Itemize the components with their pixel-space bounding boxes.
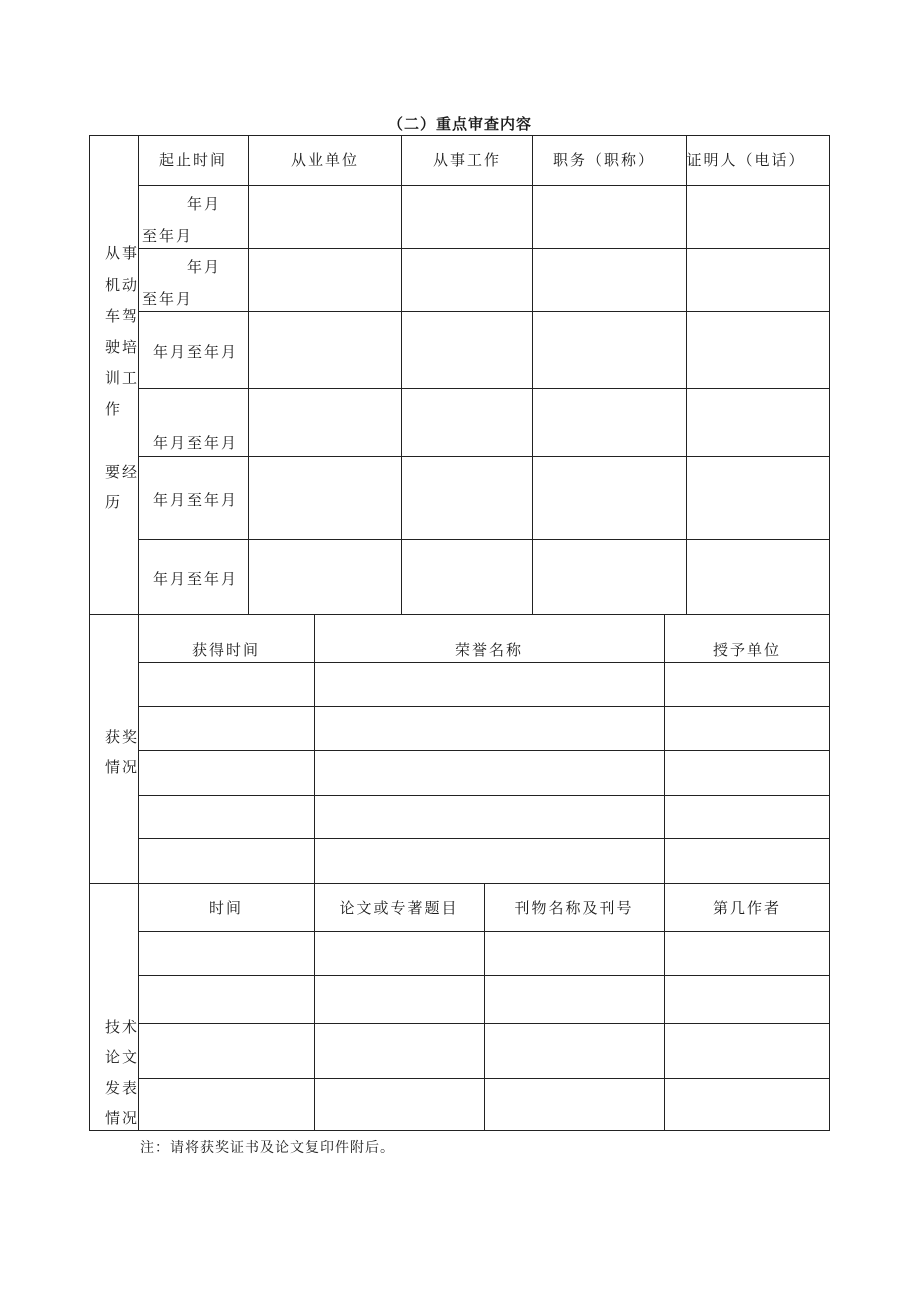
- period-1-to: 至年月: [142, 227, 194, 245]
- table-rule: [138, 614, 139, 883]
- work-side-label-1: 从事: [105, 244, 140, 262]
- header-work-type: 从事工作: [432, 151, 502, 169]
- header-award-date: 获得时间: [191, 641, 261, 659]
- header-author-order: 第几作者: [712, 899, 782, 917]
- work-side-label-6: 作: [105, 400, 123, 418]
- work-side-label-4: 驶培: [105, 338, 140, 356]
- work-side-label-8: 历: [105, 493, 123, 511]
- table-rule: [138, 185, 830, 186]
- table-rule: [664, 614, 665, 883]
- header-journal: 刊物名称及刊号: [514, 899, 634, 917]
- period-1-from: 年月: [187, 195, 222, 213]
- table-rule: [314, 614, 315, 883]
- table-rule: [138, 1078, 830, 1079]
- table-rule: [664, 883, 665, 1131]
- header-employer: 从业单位: [290, 151, 360, 169]
- table-rule: [138, 662, 830, 663]
- table-rule: [248, 135, 249, 614]
- table-rule: [138, 750, 830, 751]
- papers-side-label-3: 发表: [105, 1079, 140, 1097]
- header-paper-date: 时间: [208, 899, 244, 917]
- header-awarding-unit: 授予单位: [712, 641, 782, 659]
- awards-side-label-1: 获奖: [105, 728, 140, 746]
- work-side-label-2: 机动: [105, 276, 140, 294]
- page-title: （二）重点审查内容: [387, 115, 532, 133]
- table-rule: [138, 975, 830, 976]
- header-honor-name: 荣誉名称: [454, 641, 524, 659]
- work-side-label-3: 车驾: [105, 307, 140, 325]
- papers-side-label-2: 论文: [105, 1048, 140, 1066]
- table-rule: [138, 388, 830, 389]
- table-rule: [138, 838, 830, 839]
- header-position: 职务（职称）: [552, 151, 656, 169]
- table-rule: [138, 311, 830, 312]
- header-paper-title: 论文或专著题目: [339, 899, 459, 917]
- period-6: 年月至年月: [153, 570, 239, 588]
- period-2-from: 年月: [187, 258, 222, 276]
- table-rule: [89, 883, 830, 884]
- period-3: 年月至年月: [153, 343, 239, 361]
- table-rule: [314, 883, 315, 1131]
- header-period: 起止时间: [158, 151, 228, 169]
- table-rule: [138, 795, 830, 796]
- table-rule: [138, 248, 830, 249]
- work-side-label-5: 训工: [105, 369, 140, 387]
- period-5: 年月至年月: [153, 491, 239, 509]
- table-rule: [138, 706, 830, 707]
- period-4: 年月至年月: [153, 434, 239, 452]
- table-rule: [532, 135, 533, 614]
- table-rule: [484, 883, 485, 1131]
- header-reference: 证明人（电话）: [686, 151, 806, 169]
- footnote: 注：请将获奖证书及论文复印件附后。: [140, 1140, 395, 1156]
- table-rule: [138, 456, 830, 457]
- awards-side-label-2: 情况: [105, 758, 140, 776]
- table-rule: [138, 1023, 830, 1024]
- table-rule: [401, 135, 402, 614]
- table-rule: [89, 614, 830, 615]
- table-rule: [138, 539, 830, 540]
- table-rule: [138, 931, 830, 932]
- work-side-label-7: 要经: [105, 463, 140, 481]
- review-form-table: [89, 135, 830, 1131]
- period-2-to: 至年月: [142, 290, 194, 308]
- table-rule: [686, 135, 687, 614]
- papers-side-label-4: 情况: [105, 1109, 140, 1127]
- papers-side-label-1: 技术: [105, 1018, 140, 1036]
